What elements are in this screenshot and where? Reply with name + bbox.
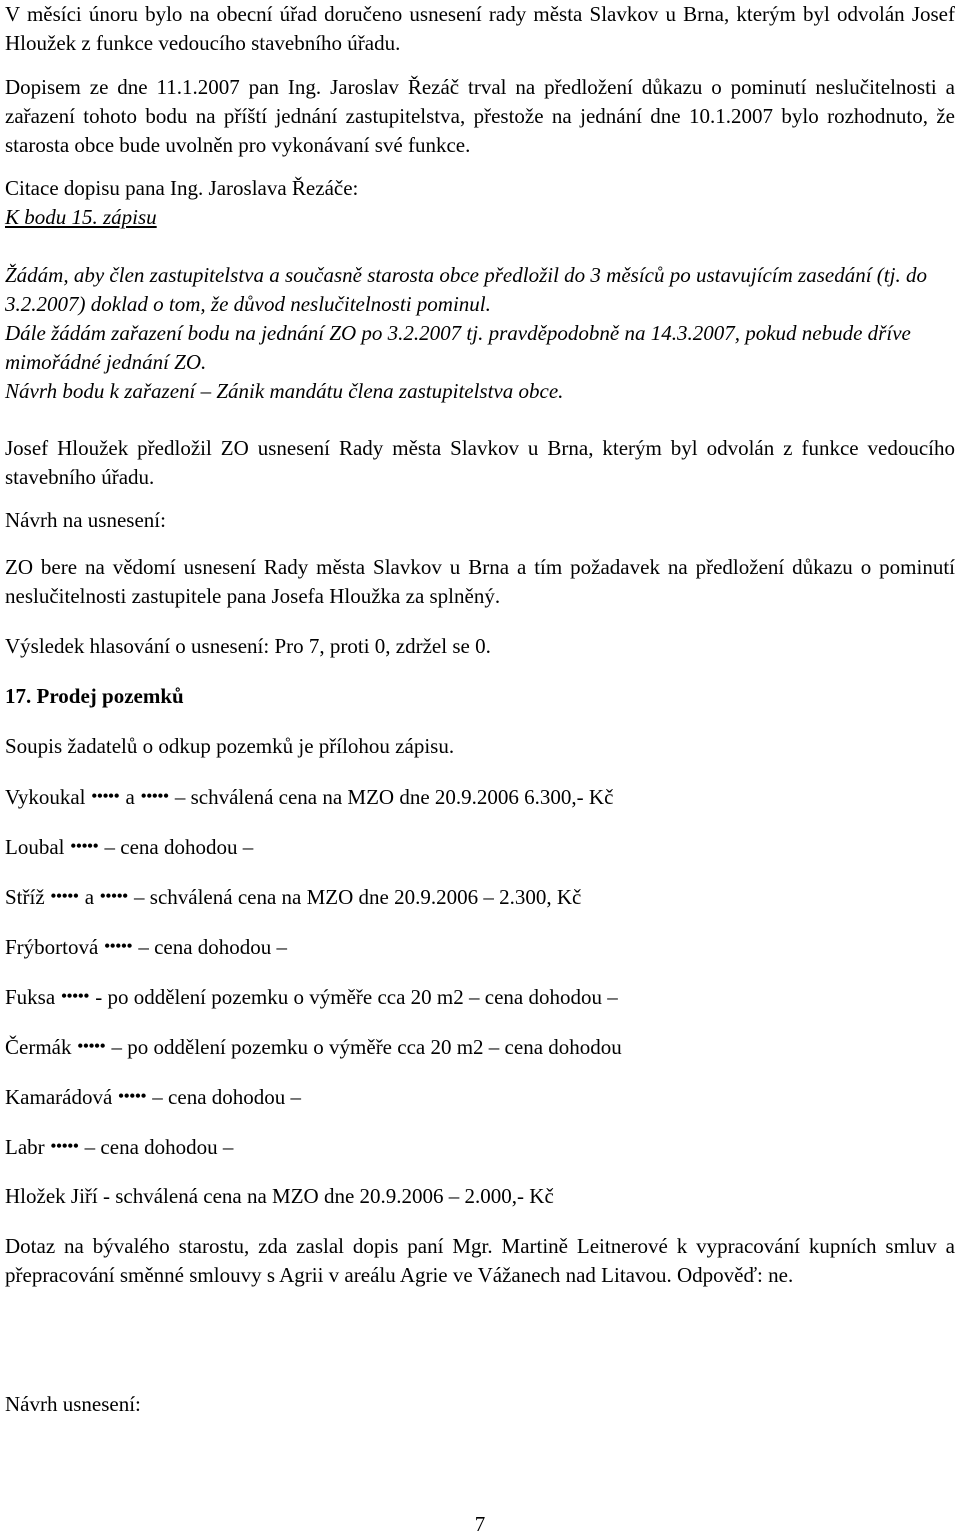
applicant-row (5, 882, 581, 912)
applicant-detail: - po oddělení pozemku o výměře cca 20 m2 – cena dohodou – (95, 985, 618, 1009)
applicant-detail: – cena dohodou – (138, 935, 288, 959)
applicant-row (5, 832, 253, 862)
applicant-row (5, 932, 287, 962)
conjunction: a (84, 885, 95, 909)
applicant-detail: – cena dohodou – (84, 1135, 234, 1159)
applicant-row (5, 1032, 622, 1062)
quote-line: Návrh bodu k zařazení – Zánik mandátu člena zastupitelstva obce. (5, 379, 564, 403)
resolution-proposal-label: Návrh na usnesení: (5, 508, 166, 532)
quote-line: Žádám, aby člen zastupitelstva a současně starosta obce předložil do 3 měsíců po ustavujícím zasedání (tj. do 3.2.2007) doklad o tom, že důvod neslučitelnosti pominul. (5, 263, 927, 316)
paragraph-notice: V měsíci únoru bylo na obecní úřad doručeno usnesení rady města Slavkov u Brna, kterým byl odvolán Josef Hloužek z funkce vedoucího stavebního úřadu. (5, 2, 955, 55)
redacted-name: ••••• (70, 838, 99, 855)
applicant-name: Stříž (5, 885, 45, 909)
paragraph-resolution: ZO bere na vědomí usnesení Rady města Slavkov u Brna a tím požadavek na předložení důkazu o pominutí neslučitelnosti zastupitele pana Josefa Hloužka za splněný. (5, 555, 955, 608)
redacted-name: ••••• (140, 788, 169, 805)
redacted-name: ••••• (91, 788, 120, 805)
quote-line: Dále žádám zařazení bodu na jednání ZO po 3.2.2007 tj. pravděpodobně na 14.3.2007, pokud nebude dříve mimořádné jednání ZO. (5, 321, 911, 374)
applicant-detail: – po oddělení pozemku o výměře cca 20 m2 – cena dohodou (111, 1035, 622, 1059)
vote-result: Výsledek hlasování o usnesení: Pro 7, proti 0, zdržel se 0. (5, 634, 491, 658)
applicant-detail: – cena dohodou – (152, 1085, 302, 1109)
applicant-name: Čermák (5, 1035, 72, 1059)
applicant-name: Fuksa (5, 985, 56, 1009)
redacted-name: ••••• (104, 938, 133, 955)
redacted-name: ••••• (61, 988, 90, 1005)
citation-reference: K bodu 15. zápisu (5, 205, 157, 229)
redacted-name: ••••• (50, 888, 79, 905)
redacted-name: ••••• (50, 1138, 79, 1155)
applicant-name: Loubal (5, 835, 65, 859)
redacted-name: ••••• (118, 1088, 147, 1105)
paragraph-question: Dotaz na bývalého starostu, zda zaslal dopis paní Mgr. Martině Leitnerové k vypracování kupních smluv a přepracování směnné smlouvy s Agrii v areálu Agrie ve Vážanech nad Litavou. Odpověď: ne. (5, 1234, 955, 1287)
applicant-detail: – schválená cena na MZO dne 20.9.2006 6.300,- Kč (174, 785, 614, 809)
section-heading: 17. Prodej pozemků (5, 684, 184, 708)
citation-intro: Citace dopisu pana Ing. Jaroslava Řezáče: (5, 176, 359, 200)
redacted-name: ••••• (100, 888, 129, 905)
applicants-note: Soupis žadatelů o odkup pozemků je přílohou zápisu. (5, 734, 455, 758)
applicant-detail: – schválená cena na MZO dne 20.9.2006 – 2.300, Kč (134, 885, 582, 909)
applicant-hlozek: Hložek Jiří - schválená cena na MZO dne 20.9.2006 – 2.000,- Kč (5, 1184, 554, 1208)
applicant-detail: – cena dohodou – (104, 835, 254, 859)
page-number: 7 (474, 1512, 486, 1536)
resolution-proposal-label-2: Návrh usnesení: (5, 1392, 141, 1416)
paragraph-letter: Dopisem ze dne 11.1.2007 pan Ing. Jaroslav Řezáč trval na předložení důkazu o pominutí neslučitelnosti a zařazení tohoto bodu na příští jednání zastupitelstva, přestože na jednání dne 10.1.2007 bylo rozhodnuto, že starosta obce bude uvolněn pro vykonávaní své funkce. (5, 75, 955, 157)
citation-quote (5, 261, 955, 406)
redacted-name: ••••• (77, 1038, 106, 1055)
applicant-name: Vykoukal (5, 785, 86, 809)
applicant-row (5, 982, 618, 1012)
applicant-row (5, 782, 613, 812)
applicant-name: Kamarádová (5, 1085, 113, 1109)
paragraph-hlouzek: Josef Hloužek předložil ZO usnesení Rady města Slavkov u Brna, kterým byl odvolán z funkce vedoucího stavebního úřadu. (5, 436, 955, 489)
applicant-row (5, 1132, 233, 1162)
applicant-row (5, 1082, 301, 1112)
applicant-name: Frýbortová (5, 935, 99, 959)
conjunction: a (125, 785, 135, 809)
applicant-name: Labr (5, 1135, 45, 1159)
